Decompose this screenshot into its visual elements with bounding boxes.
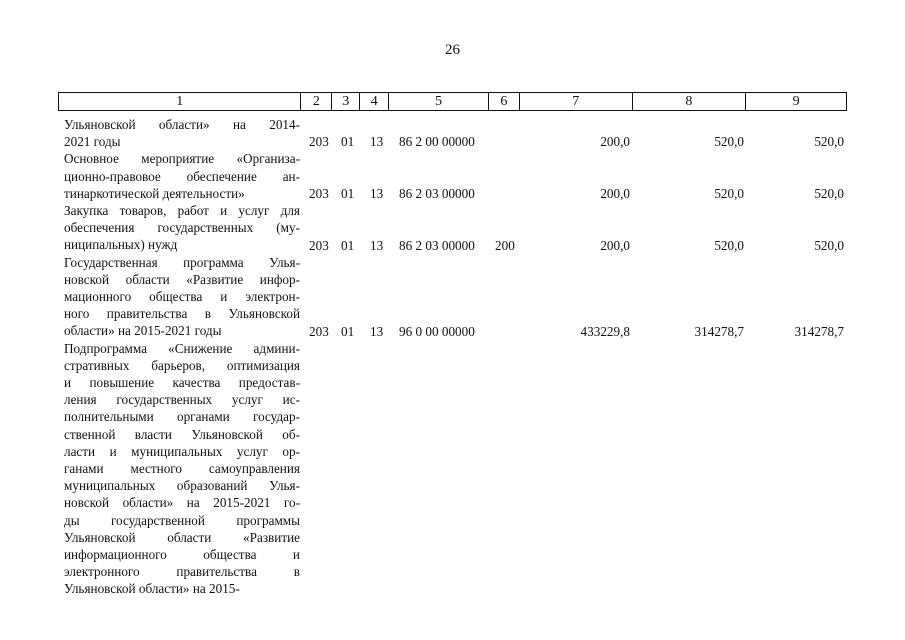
column-header-7: 7 [520, 93, 633, 110]
row-description [64, 340, 300, 598]
description-line: мационного общества и электрон- [64, 289, 300, 305]
target-article-code: 96 0 00 00000 [399, 323, 475, 339]
amount-col-7: 200,0 [600, 186, 630, 202]
row-values [0, 133, 905, 150]
column-header-5: 5 [389, 93, 489, 110]
column-header-6: 6 [489, 93, 520, 110]
description-line: Ульяновской области» на 2014- [64, 117, 300, 132]
table-row [0, 150, 905, 202]
description-line: тинаркотической деятельности» [64, 185, 245, 201]
page-number: 26 [445, 42, 460, 58]
subsection-code: 13 [370, 186, 384, 202]
description-line: ционно-правовое обеспечение ан- [64, 168, 300, 184]
description-line: ласти и муниципальных услуг ор- [64, 443, 300, 459]
section-code: 01 [341, 237, 355, 253]
section-code: 01 [341, 134, 355, 150]
description-line: ниципальных) нужд [64, 237, 178, 253]
description-line: ного правительства в Ульяновской [64, 306, 300, 322]
table-header-row [58, 92, 847, 111]
amount-col-8: 520,0 [714, 186, 744, 202]
column-header-2: 2 [301, 93, 332, 110]
description-line: стративных барьеров, оптимизация [64, 357, 300, 373]
description-line: полнительными органами государ- [64, 409, 300, 425]
admin-code: 203 [309, 237, 329, 253]
description-line: области» на 2015-2021 годы [64, 323, 222, 339]
amount-col-7: 200,0 [600, 237, 630, 253]
column-header-4: 4 [360, 93, 389, 110]
column-header-1: 1 [59, 93, 301, 110]
table-row [0, 340, 905, 598]
amount-col-8: 520,0 [714, 134, 744, 150]
subsection-code: 13 [370, 134, 384, 150]
table-row [0, 254, 905, 340]
description-line: и повышение качества предостав- [64, 375, 300, 391]
table-row [0, 202, 905, 254]
admin-code: 203 [309, 186, 329, 202]
description-line: Подпрограмма «Снижение админи- [64, 340, 300, 356]
amount-col-9: 520,0 [814, 237, 844, 253]
description-line: Ульяновской области «Развитие [64, 529, 300, 545]
description-line: ственной власти Ульяновской об- [64, 426, 300, 442]
description-line: Государственная программа Улья- [64, 254, 300, 270]
amount-col-9: 520,0 [814, 134, 844, 150]
description-line: Ульяновской области» на 2015- [64, 581, 240, 597]
amount-col-9: 314278,7 [794, 323, 844, 339]
description-line: ды государственной программы [64, 512, 300, 528]
row-values [0, 185, 905, 202]
admin-code: 203 [309, 323, 329, 339]
amount-col-7: 433229,8 [580, 323, 630, 339]
section-code: 01 [341, 323, 355, 339]
row-values [0, 237, 905, 254]
amount-col-8: 314278,7 [694, 323, 744, 339]
amount-col-7: 200,0 [600, 134, 630, 150]
description-line: 2021 годы [64, 134, 121, 150]
description-line: ганами местного самоуправления [64, 461, 300, 477]
description-line: электронного правительства в [64, 564, 300, 580]
column-header-3: 3 [332, 93, 360, 110]
description-line: информационного общества и [64, 547, 300, 563]
description-line: обеспечения государственных (му- [64, 220, 300, 236]
target-article-code: 86 2 00 00000 [399, 134, 475, 150]
row-values [0, 323, 905, 340]
description-line: Закупка товаров, работ и услуг для [64, 203, 300, 219]
amount-col-9: 520,0 [814, 186, 844, 202]
column-header-8: 8 [633, 93, 747, 110]
admin-code: 203 [309, 134, 329, 150]
target-article-code: 86 2 03 00000 [399, 186, 475, 202]
description-line: новской области «Развитие инфор- [64, 271, 300, 287]
table-body [0, 116, 905, 598]
description-line: муниципальных образований Улья- [64, 478, 300, 494]
description-line: ления государственных услуг ис- [64, 392, 300, 408]
description-line: Основное мероприятие «Организа- [64, 151, 300, 167]
description-line: новской области» на 2015-2021 го- [64, 495, 300, 511]
target-article-code: 86 2 03 00000 [399, 237, 475, 253]
row-values [0, 581, 905, 598]
column-header-9: 9 [792, 94, 800, 109]
subsection-code: 13 [370, 323, 384, 339]
amount-col-8: 520,0 [714, 237, 744, 253]
subsection-code: 13 [370, 237, 384, 253]
section-code: 01 [341, 186, 355, 202]
table-row [0, 116, 905, 150]
expense-type-code: 200 [495, 237, 515, 253]
